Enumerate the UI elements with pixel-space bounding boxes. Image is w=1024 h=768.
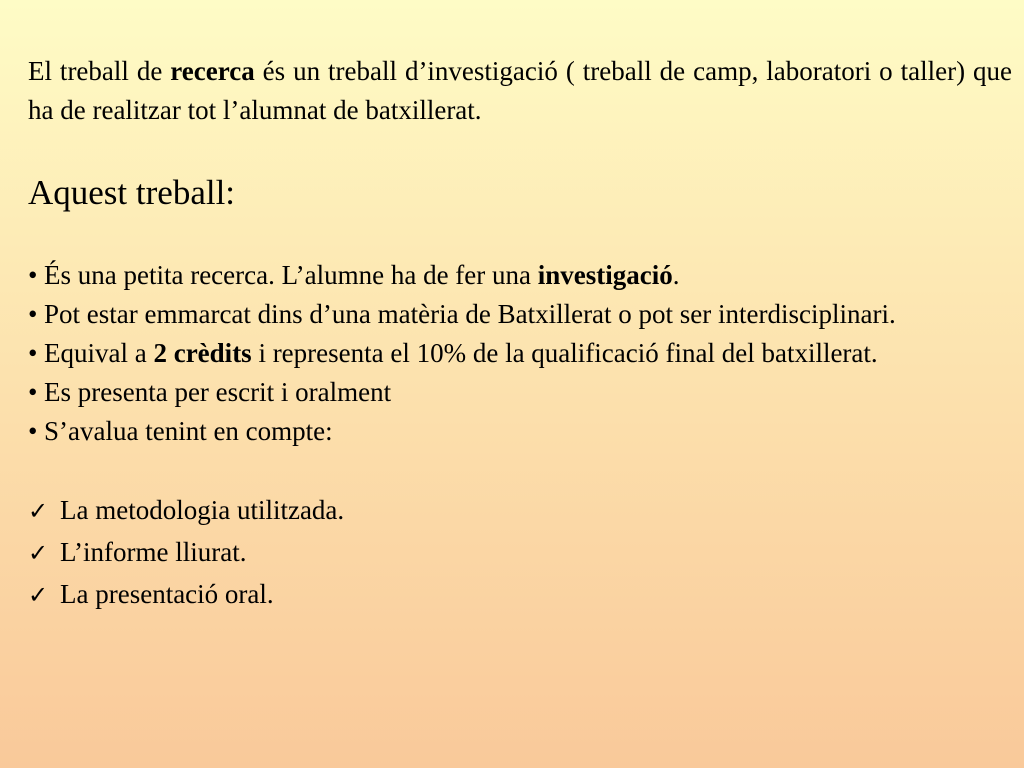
bullet-list [28,256,1012,451]
checklist-text: La metodologia utilitzada. [60,495,345,525]
bullet-item [28,256,1012,295]
intro-bold-term: recerca [170,56,255,86]
bullet-text-end: i representa el 10% de la qualificació final del batxillerat. [251,338,878,368]
bullet-text-end: . [672,260,680,290]
checkmark-icon: ✓ [28,581,49,609]
slide-content [28,52,1012,616]
bullet-text: S’avalua tenint en compte: [44,416,333,446]
section-heading: Aquest treball: [28,173,236,212]
checklist-item [28,532,1012,574]
bullet-item [28,373,1012,412]
bullet-item [28,295,1012,334]
bullet-icon: • [28,299,38,329]
bullet-icon: • [28,260,38,290]
checkmark-icon: ✓ [28,497,49,525]
bullet-item [28,334,1012,373]
checklist-text: La presentació oral. [60,579,274,609]
checklist-item [28,490,1012,532]
intro-text-rest: és un treball d’investigació ( treball de camp, laboratori o taller) que ha de realitzar tot l’alumnat de batxillerat. [28,56,1012,125]
bullet-item [28,412,1012,451]
checkmark-icon: ✓ [28,539,49,567]
bullet-text: És una petita recerca. L’alumne ha de fer una [44,260,538,290]
bullet-text: Equival a [44,338,154,368]
checklist-text: L’informe lliurat. [60,537,247,567]
checklist-item [28,574,1012,616]
bullet-text: Pot estar emmarcat dins d’una matèria de Batxillerat o pot ser interdisciplinari. [44,299,896,329]
intro-paragraph [28,52,1012,130]
bullet-text: Es presenta per escrit i oralment [44,377,392,407]
bullet-bold-term: investigació [537,260,673,290]
bullet-icon: • [28,377,38,407]
checklist [28,490,1012,616]
bullet-bold-term: 2 crèdits [153,338,252,368]
bullet-icon: • [28,338,38,368]
bullet-icon: • [28,416,38,446]
intro-text: El treball de [28,56,171,86]
